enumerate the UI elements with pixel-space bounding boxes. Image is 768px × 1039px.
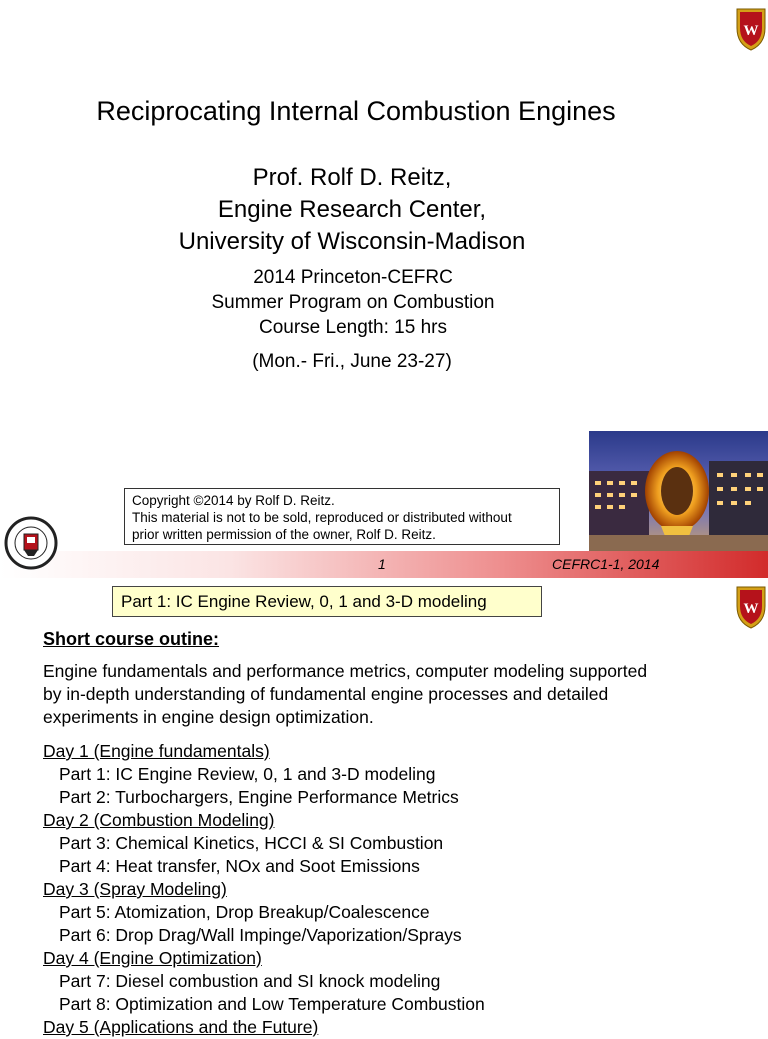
erc-logo-icon — [4, 516, 58, 570]
part-item: Part 2: Turbochargers, Engine Performance Metrics — [59, 787, 459, 807]
uw-crest-icon — [734, 6, 768, 52]
author-affiliation: Engine Research Center, — [217, 196, 487, 223]
author-university: University of Wisconsin-Madison — [178, 228, 526, 255]
day-title: Day 2 (Combustion Modeling) — [43, 810, 275, 830]
intro-line: experiments in engine design optimization. — [43, 707, 374, 727]
part-item: Part 1: IC Engine Review, 0, 1 and 3-D modeling — [59, 764, 436, 784]
day-title: Day 1 (Engine fundamentals) — [43, 741, 270, 761]
slide-code: CEFRC1-1, 2014 — [552, 556, 660, 572]
intro-line: Engine fundamentals and performance metrics, computer modeling supported — [43, 661, 648, 681]
copyright-line: This material is not to be sold, reproduced or distributed without — [132, 510, 512, 525]
copyright-line: prior written permission of the owner, Rolf D. Reitz. — [132, 527, 436, 542]
program-block — [0, 265, 706, 340]
day-title: Day 3 (Spray Modeling) — [43, 879, 227, 899]
course-length: Course Length: 15 hrs — [258, 317, 447, 338]
copyright-notice — [124, 488, 560, 545]
program-name: 2014 Princeton-CEFRC — [253, 267, 453, 288]
day-title: Day 4 (Engine Optimization) — [43, 948, 262, 968]
day-title: Day 5 (Applications and the Future) — [43, 1017, 319, 1037]
course-dates: (Mon.- Fri., June 23-27) — [252, 351, 452, 372]
building-photo — [589, 431, 768, 551]
part-item: Part 5: Atomization, Drop Breakup/Coalescence — [59, 902, 430, 922]
svg-text:W: W — [743, 23, 759, 39]
outline-heading: Short course outine: — [43, 629, 220, 649]
uw-crest-icon — [734, 584, 768, 630]
author-block — [0, 162, 704, 258]
part-item: Part 6: Drop Drag/Wall Impinge/Vaporization/Sprays — [59, 925, 462, 945]
page-number: 1 — [378, 556, 386, 572]
program-subtitle: Summer Program on Combustion — [211, 292, 495, 313]
intro-line: by in-depth understanding of fundamental engine processes and detailed — [43, 684, 609, 704]
slide-title: Reciprocating Internal Combustion Engines — [96, 96, 616, 126]
outline-slide — [0, 578, 768, 1037]
part-item: Part 3: Chemical Kinetics, HCCI & SI Combustion — [59, 833, 444, 853]
part-label-box: Part 1: IC Engine Review, 0, 1 and 3-D modeling — [112, 586, 542, 617]
author-name: Prof. Rolf D. Reitz, — [252, 164, 452, 191]
part-item: Part 8: Optimization and Low Temperature Combustion — [59, 994, 485, 1014]
part-item: Part 4: Heat transfer, NOx and Soot Emissions — [59, 856, 420, 876]
intro-paragraph — [43, 660, 743, 729]
copyright-line: Copyright ©2014 by Rolf D. Reitz. — [132, 493, 335, 508]
svg-text:W: W — [743, 601, 759, 617]
part-item: Part 7: Diesel combustion and SI knock modeling — [59, 971, 441, 991]
course-schedule — [43, 740, 743, 1039]
